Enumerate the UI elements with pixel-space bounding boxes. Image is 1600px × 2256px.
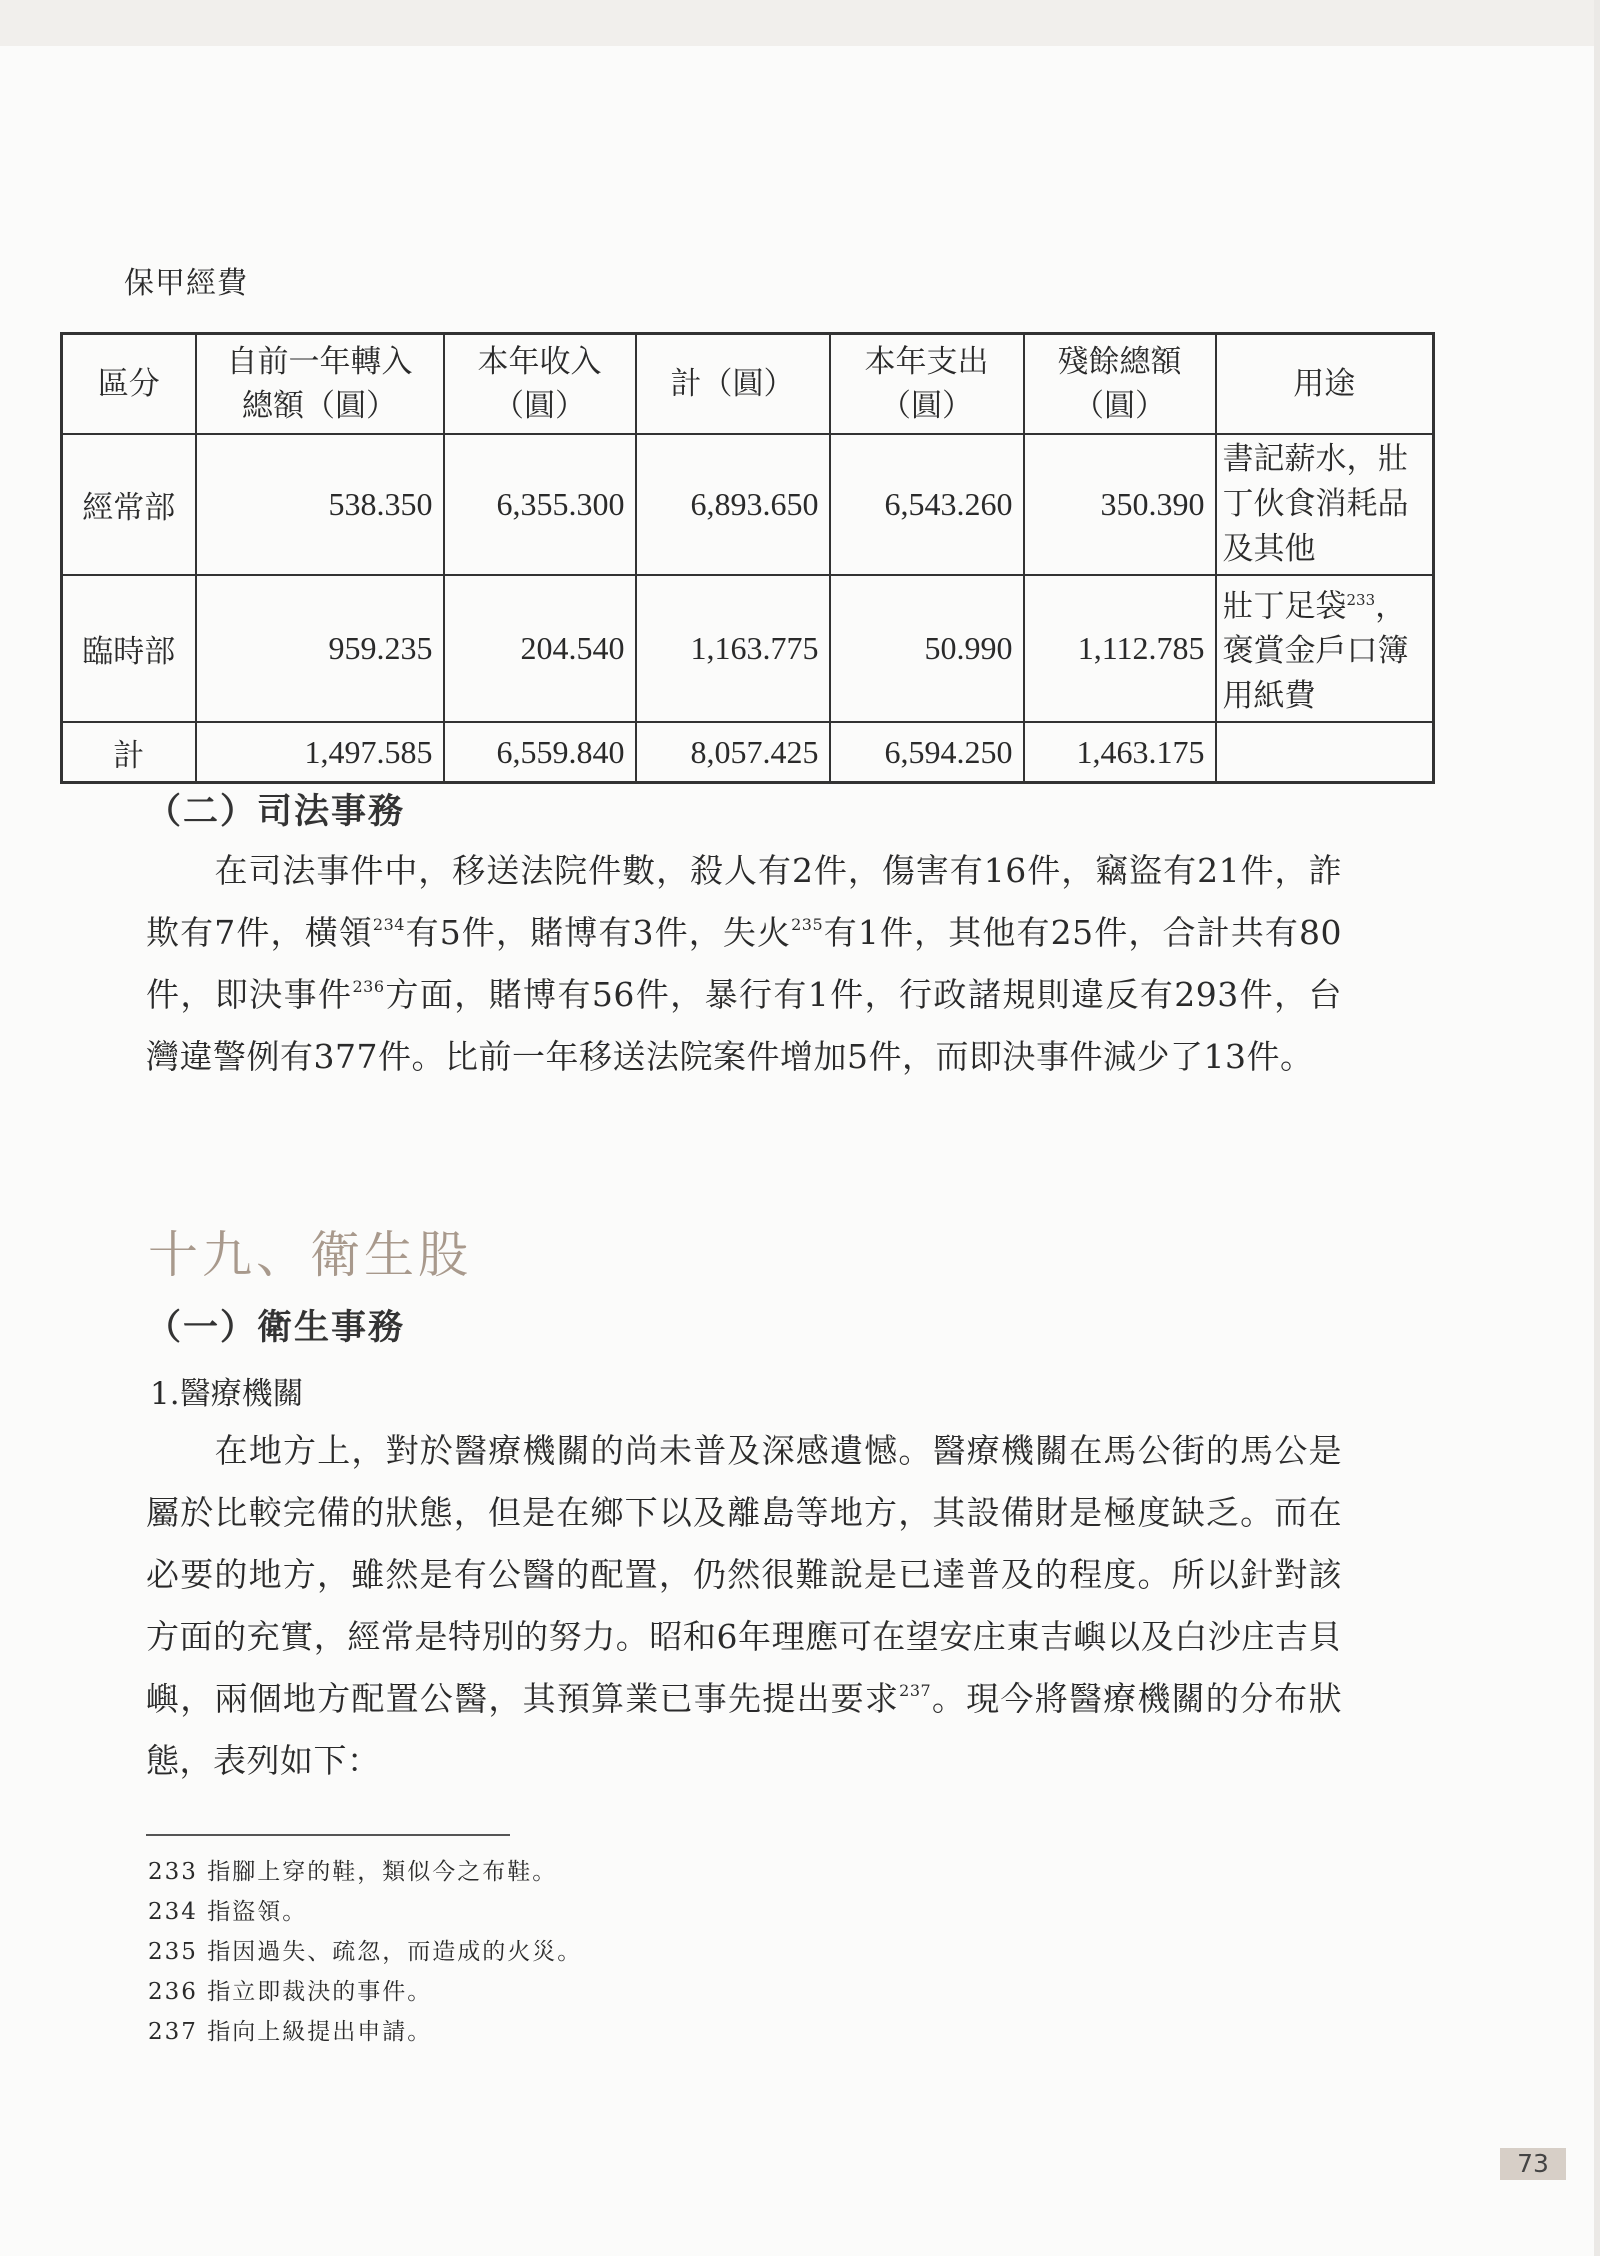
subheading-medical: 1.醫療機關 xyxy=(150,1376,304,1412)
cell-income: 6,355.300 xyxy=(444,434,636,575)
cell-balance: 350.390 xyxy=(1024,434,1216,575)
expense-table xyxy=(60,332,1435,784)
header-category: 區分 xyxy=(62,334,196,435)
scan-top-edge xyxy=(0,0,1600,46)
cell-income: 6,559.840 xyxy=(444,722,636,783)
cell-total: 1,163.775 xyxy=(636,575,830,722)
footnote-ref: 235 xyxy=(791,915,824,934)
header-total: 計（圓） xyxy=(636,334,830,435)
chapter-heading: 十九、衛生股 xyxy=(148,1226,472,1284)
cell-expenditure: 6,594.250 xyxy=(830,722,1024,783)
header-balance: 殘餘總額 （圓） xyxy=(1024,334,1216,435)
cell-expenditure: 6,543.260 xyxy=(830,434,1024,575)
cell-category: 臨時部 xyxy=(62,575,196,722)
cell-category: 經常部 xyxy=(62,434,196,575)
cell-carried-over: 538.350 xyxy=(196,434,444,575)
footnote-item: 233 指腳上穿的鞋，類似今之布鞋。 xyxy=(148,1859,558,1885)
cell-carried-over: 1,497.585 xyxy=(196,722,444,783)
cell-usage: 書記薪水，壯丁伙食消耗品及其他 xyxy=(1216,434,1434,575)
cell-category: 計 xyxy=(62,722,196,783)
page-number: 73 xyxy=(1500,2148,1566,2180)
footnote-ref: 234 xyxy=(372,915,405,934)
footnote-ref: 236 xyxy=(352,977,385,996)
footnotes xyxy=(148,1852,582,2052)
cell-carried-over: 959.235 xyxy=(196,575,444,722)
table-row-regular xyxy=(62,434,1434,575)
footnote-item: 237 指向上級提出申請。 xyxy=(148,2019,433,2045)
table-row-temporary xyxy=(62,575,1434,722)
header-expenditure: 本年支出 （圓） xyxy=(830,334,1024,435)
cell-expenditure: 50.990 xyxy=(830,575,1024,722)
table-header-row xyxy=(62,334,1434,435)
section-heading-health: （一）衛生事務 xyxy=(146,1308,406,1348)
footnote-item: 236 指立即裁決的事件。 xyxy=(148,1979,433,2005)
cell-income: 204.540 xyxy=(444,575,636,722)
cell-usage: 壯丁足袋$^{233}$，褒賞金戶口簿用紙費 xyxy=(1216,575,1434,722)
cell-balance: 1,463.175 xyxy=(1024,722,1216,783)
header-carried-over: 自前一年轉入 總額（圓） xyxy=(196,334,444,435)
section-heading-judicial: （二）司法事務 xyxy=(146,792,406,832)
footnote-ref: 233 xyxy=(1346,591,1376,609)
cell-total: 6,893.650 xyxy=(636,434,830,575)
footnote-divider xyxy=(146,1834,510,1836)
cell-usage xyxy=(1216,722,1434,783)
footnote-item: 235 指因過失、疏忽，而造成的火災。 xyxy=(148,1939,583,1965)
footnote-item: 234 指盜領。 xyxy=(148,1899,308,1925)
paragraph-medical: 在地方上，對於醫療機關的尚未普及深感遺憾。醫療機關在馬公街的馬公是屬於比較完備的狀態，但是在鄉下以及離島等地方，其設備財是極度缺乏。而在必要的地方，雖然是有公醫的配置，仍然很難說是已達普及的程度。所以針對該方面的充實，經常是特別的努力。昭和6年理應可在望安庄東吉嶼以及白沙庄吉貝嶼，兩個地方配置公醫，其預算業已事先提出要求$^{237}$。現今將醫療機關的分布狀態，表列如下： xyxy=(146,1431,1343,1780)
scan-right-edge xyxy=(1594,0,1600,2256)
cell-total: 8,057.425 xyxy=(636,722,830,783)
paragraph-judicial: 在司法事件中，移送法院件數，殺人有2件，傷害有16件，竊盜有21件，詐欺有7件，橫領$^{234}$有5件，賭博有3件，失火$^{235}$有1件，其他有25件，合計共有80件，即決事件$^{236}$方面，賭博有56件，暴行有1件，行政諸規則違反有293件，台灣違警例有377件。比前一年移送法院案件增加5件，而即決事件減少了13件。 xyxy=(146,851,1342,1076)
header-income: 本年收入 （圓） xyxy=(444,334,636,435)
footnote-ref: 237 xyxy=(899,1681,932,1700)
table-row-total xyxy=(62,722,1434,783)
header-usage: 用途 xyxy=(1216,334,1434,435)
cell-balance: 1,112.785 xyxy=(1024,575,1216,722)
table-title: 保甲經費 xyxy=(124,266,248,301)
